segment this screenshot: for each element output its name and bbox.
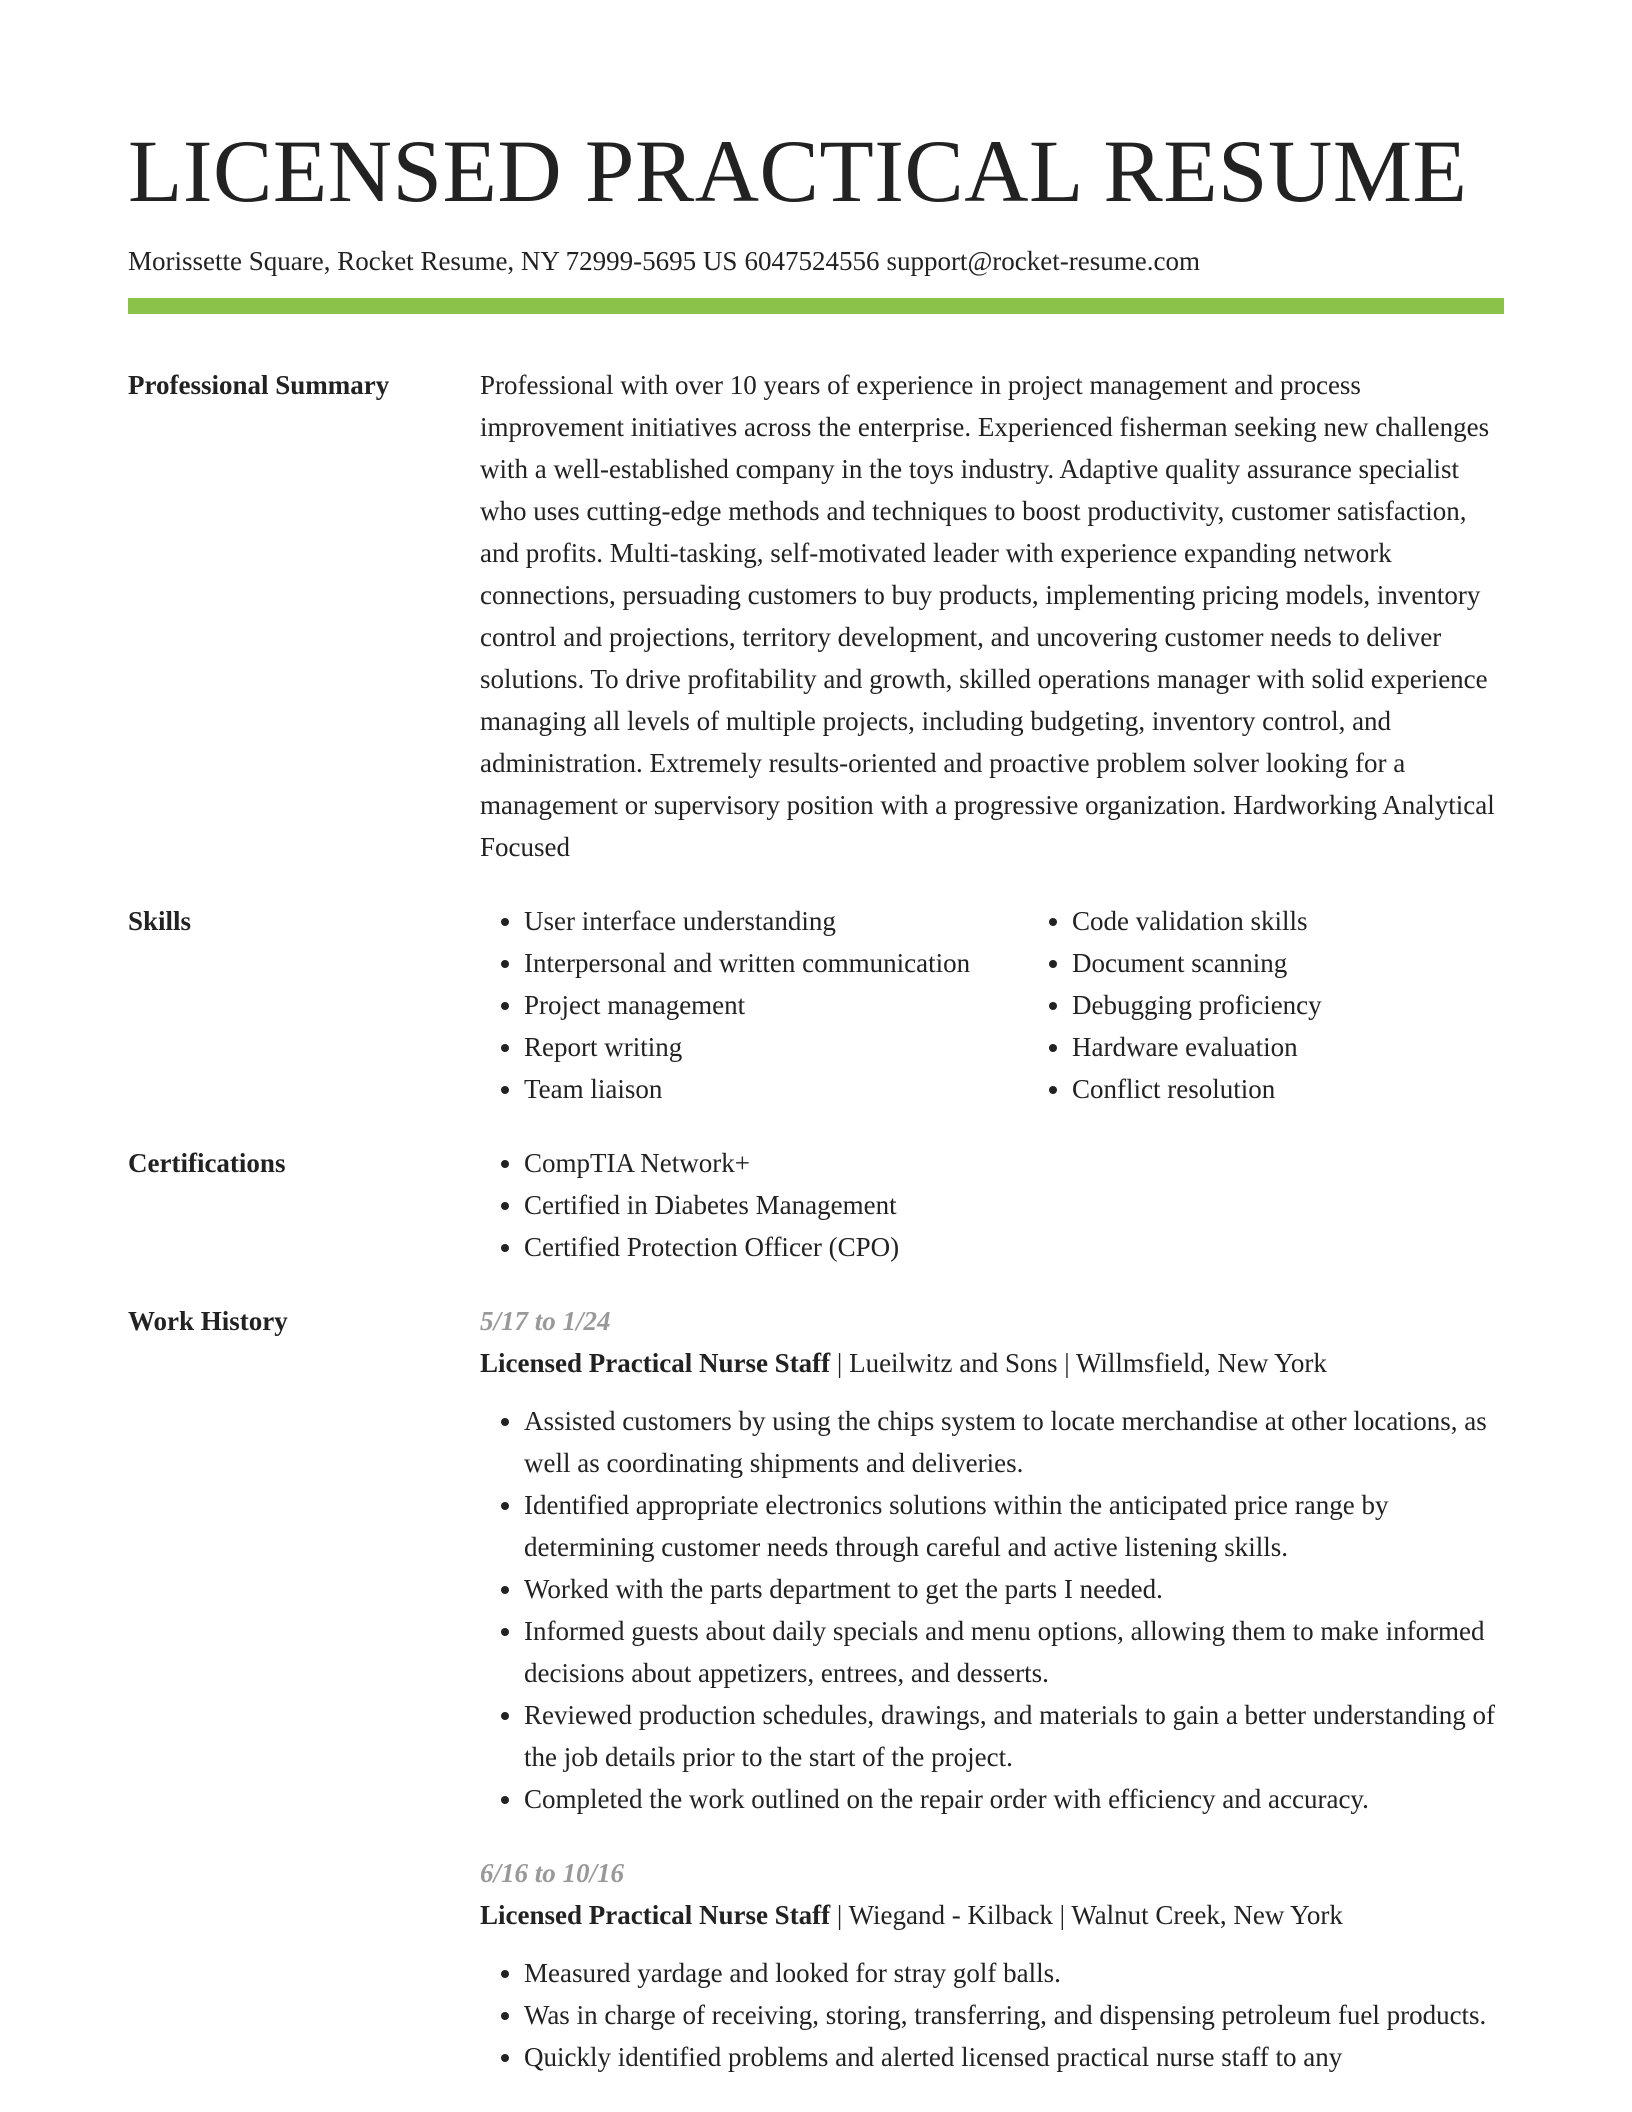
job-bullets: [480, 1952, 1504, 2078]
job-dates: 5/17 to 1/24: [480, 1306, 611, 1336]
job-bullet: • Was in charge of receiving, storing, transferring, and dispensing petroleum fuel products.: [524, 1994, 1504, 2036]
skill-item: • Debugging proficiency: [1072, 984, 1576, 1026]
job-title: Licensed Practical Nurse Staff: [480, 1900, 831, 1930]
skills-grid: [480, 900, 1576, 1110]
skill-item: • Code validation skills: [1072, 900, 1576, 942]
skill-item: • Conflict resolution: [1072, 1068, 1576, 1110]
job-bullet: • Worked with the parts department to get the parts I needed.: [524, 1568, 1504, 1610]
section-label-summary: Professional Summary: [128, 370, 390, 400]
skills-list-left: [480, 900, 1028, 1110]
skills-list-right: [1028, 900, 1576, 1110]
job-heading: [480, 1342, 1504, 1384]
skill-item: • Team liaison: [524, 1068, 1028, 1110]
job-bullet: • Reviewed production schedules, drawings, and materials to gain a better understanding of the job details prior to the start of the project.: [524, 1694, 1504, 1778]
job-heading: [480, 1894, 1504, 1936]
section-label-work-history: Work History: [128, 1306, 288, 1336]
certifications-list: [480, 1142, 1504, 1268]
section-work-history: [128, 1300, 1504, 2078]
section-certifications: [128, 1142, 1504, 1268]
job-bullet: • Identified appropriate electronics solutions within the anticipated price range by determining customer needs through careful and active listening skills.: [524, 1484, 1504, 1568]
skill-item: • Project management: [524, 984, 1028, 1026]
skill-item: • Document scanning: [1072, 942, 1576, 984]
job-details: | Lueilwitz and Sons | Willmsfield, New York: [830, 1348, 1327, 1378]
contact-email: support@rocket-resume.com: [886, 246, 1200, 276]
job-entry: [480, 1300, 1504, 1820]
skill-item: • Report writing: [524, 1026, 1028, 1068]
skill-item: • Interpersonal and written communication: [524, 942, 1028, 984]
header-divider: [128, 298, 1504, 314]
summary-text: Professional with over 10 years of experience in project management and process improvement initiatives across the enterprise. Experienced fisherman seeking new challenges with a well-established company in the toys industry. Adaptive quality assurance specialist who uses cutting-edge methods and techniques to boost productivity, customer satisfaction, and profits. Multi-tasking, self-motivated leader with experience expanding network connections, persuading customers to buy products, implementing pricing models, inventory control and projections, territory development, and uncovering customer needs to deliver solutions. To drive profitability and growth, skilled operations manager with solid experience managing all levels of multiple projects, including budgeting, inventory control, and administration. Extremely results-oriented and proactive problem solver looking for a management or supervisory position with a progressive organization. Hardworking Analytical Focused: [480, 370, 1495, 862]
job-bullet: • Assisted customers by using the chips system to locate merchandise at other locations, as well as coordinating shipments and deliveries.: [524, 1400, 1504, 1484]
job-bullet: • Completed the work outlined on the repair order with efficiency and accuracy.: [524, 1778, 1504, 1820]
work-history-body: [480, 1300, 1504, 2078]
section-label-certifications: Certifications: [128, 1148, 286, 1178]
section-label-skills: Skills: [128, 906, 192, 936]
certifications-body: [480, 1142, 1504, 1268]
job-bullet: • Informed guests about daily specials and menu options, allowing them to make informed decisions about appetizers, entrees, and desserts.: [524, 1610, 1504, 1694]
job-bullets: [480, 1400, 1504, 1820]
job-dates: 6/16 to 10/16: [480, 1858, 625, 1888]
skill-item: • Hardware evaluation: [1072, 1026, 1576, 1068]
section-professional-summary: [128, 364, 1504, 868]
job-bullet: • Quickly identified problems and alerted licensed practical nurse staff to any: [524, 2036, 1504, 2078]
job-bullet: • Measured yardage and looked for stray golf balls.: [524, 1952, 1504, 1994]
skill-item: • User interface understanding: [524, 900, 1028, 942]
resume-page: [128, 0, 1504, 2078]
resume-title: LICENSED PRACTICAL RESUME: [128, 123, 1468, 221]
section-skills: [128, 900, 1504, 1110]
contact-phone: 6047524556: [744, 246, 880, 276]
job-title: Licensed Practical Nurse Staff: [480, 1348, 831, 1378]
certification-item: • Certified in Diabetes Management: [524, 1184, 1504, 1226]
contact-line: [128, 244, 1504, 278]
job-details: | Wiegand - Kilback | Walnut Creek, New York: [830, 1900, 1343, 1930]
job-entry: [480, 1852, 1504, 2078]
certification-item: • CompTIA Network+: [524, 1142, 1504, 1184]
contact-address: Morissette Square, Rocket Resume, NY 72999-5695 US: [128, 246, 738, 276]
certification-item: • Certified Protection Officer (CPO): [524, 1226, 1504, 1268]
